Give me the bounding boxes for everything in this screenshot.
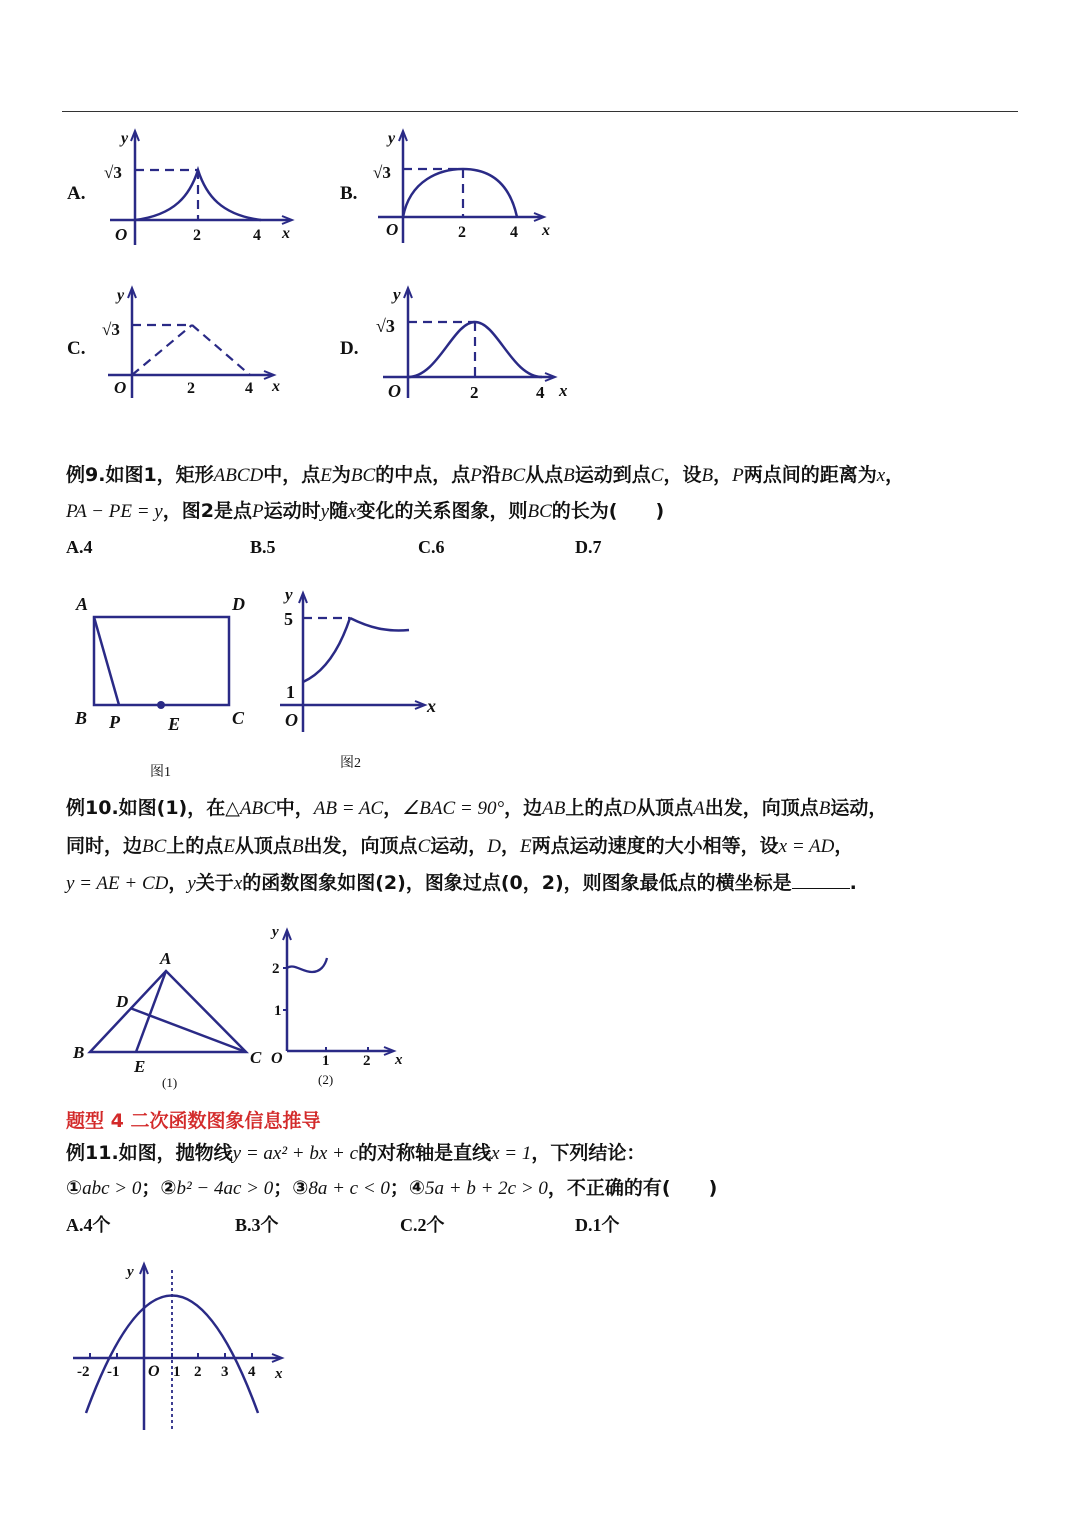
ex9-fig1-caption: 图1 — [150, 765, 171, 780]
option-b-origin: O — [386, 220, 399, 239]
ex9-figure-2 — [275, 580, 455, 740]
ex9-fig1-D: D — [232, 594, 245, 614]
ex9-fig1-P: P — [109, 712, 120, 732]
ex10-fig2-x1: 1 — [322, 1053, 330, 1069]
option-a-x: x — [282, 225, 290, 242]
ex11-tick-4: 4 — [248, 1364, 256, 1380]
ex10-fig1-E: E — [134, 1057, 146, 1076]
ex10-fig2-y: y — [272, 924, 279, 940]
ex9-fig1-C: C — [232, 708, 245, 728]
option-c-tick-2: 2 — [187, 380, 195, 397]
ex9-choice-d: D.7 — [575, 537, 602, 557]
option-b-tick-2: 2 — [458, 224, 466, 241]
ex10-fig2-caption: (2) — [318, 1072, 334, 1087]
ex9-fig2-1: 1 — [286, 682, 295, 702]
ex10-figure-2 — [262, 918, 422, 1073]
option-a-y: y — [121, 130, 129, 147]
option-c-graph — [100, 280, 300, 405]
option-c-sqrt3: √3 — [102, 320, 120, 339]
ex10-figure-1 — [68, 945, 278, 1095]
ex11-tick-1: 1 — [173, 1364, 181, 1380]
ex10-line-1: 例10.如图(1)，在△ABC中，AB = AC，∠BAC = 90°，边AB上的点D从顶点A出发，向顶点B运动， — [66, 797, 888, 819]
ex10-fig1-D: D — [116, 992, 129, 1011]
option-a-origin: O — [115, 225, 128, 244]
ex9-fig2-5: 5 — [284, 609, 293, 629]
option-b-x: x — [542, 222, 550, 239]
option-a-tick-4: 4 — [253, 227, 261, 244]
option-a-sqrt3: √3 — [104, 163, 122, 182]
ex11-choice-b: B.3个 — [235, 1215, 279, 1235]
ex9-line-2: PA − PE = y，图2是点P运动时y随x变化的关系图象，则BC的长为( ) — [66, 500, 665, 522]
ex9-choice-b: B.5 — [250, 537, 276, 557]
ex11-parabola-graph — [70, 1258, 300, 1438]
option-a-tick-2: 2 — [193, 227, 201, 244]
ex11-choice-a: A.4个 — [66, 1215, 111, 1235]
ex10-fig2-x: x — [395, 1052, 403, 1068]
option-b-graph — [370, 125, 580, 250]
ex10-fig2-O: O — [271, 1050, 283, 1067]
ex11-graph-O: O — [148, 1363, 160, 1380]
option-b-sqrt3: √3 — [373, 163, 391, 182]
ex11-choice-c: C.2个 — [400, 1215, 445, 1235]
ex9-fig1-A: A — [76, 594, 89, 614]
ex11-choice-d: D.1个 — [575, 1215, 620, 1235]
ex11-tick-neg1: -1 — [107, 1364, 120, 1380]
option-d-origin: O — [388, 381, 401, 401]
ex10-fig2-2: 2 — [272, 961, 280, 977]
ex9-choice-c: C.6 — [418, 537, 445, 557]
ex9-line-1: 例9.如图1，矩形ABCD中，点E为BC的中点，点P沿BC从点B运动到点C，设B，P两点间的距离为x， — [66, 464, 905, 486]
option-c-label: C. — [67, 338, 86, 359]
ex9-choice-a: A.4 — [66, 537, 93, 557]
option-a-graph — [100, 125, 310, 250]
option-c-x: x — [272, 378, 280, 395]
option-a-label: A. — [67, 183, 86, 204]
ex11-line-1: 例11.如图，抛物线y = ax² + bx + c的对称轴是直线x = 1，下列结论： — [66, 1142, 646, 1164]
option-d-x: x — [559, 381, 568, 400]
top-divider — [62, 111, 1018, 112]
ex11-graph-y: y — [127, 1264, 134, 1280]
option-c-y: y — [117, 287, 125, 304]
ex11-tick-2: 2 — [194, 1364, 202, 1380]
ex10-line-2: 同时，边BC上的点E从顶点B出发，向顶点C运动，D，E两点运动速度的大小相等，设x = AD， — [66, 835, 854, 857]
ex11-tick-neg2: -2 — [77, 1364, 90, 1380]
ex11-graph-x: x — [275, 1366, 283, 1382]
option-b-tick-4: 4 — [510, 224, 518, 241]
ex10-line-3: y = AE + CD，y关于x的函数图象如图(2)，图象过点(0，2)，则图象最低点的横坐标是 . — [66, 872, 857, 894]
ex10-fig2-1: 1 — [274, 1003, 282, 1019]
ex9-fig2-x: x — [427, 696, 436, 716]
ex9-figure-1 — [70, 590, 260, 740]
option-d-sqrt3: √3 — [376, 316, 395, 336]
option-d-label: D. — [340, 338, 359, 359]
ex9-fig1-E: E — [168, 714, 181, 734]
option-b-label: B. — [340, 183, 358, 204]
option-d-tick-4: 4 — [536, 383, 545, 402]
ex11-line-2: ①abc > 0；②b² − 4ac > 0；③8a + c < 0；④5a + b + 2c > 0，不正确的有( ) — [66, 1177, 718, 1199]
section-heading: 题型 4 二次函数图象信息推导 — [66, 1110, 321, 1132]
answer-blank[interactable] — [792, 874, 850, 889]
ex10-fig1-caption: (1) — [162, 1075, 178, 1090]
ex9-fig2-y: y — [285, 585, 293, 604]
option-b-y: y — [388, 130, 396, 147]
option-d-graph — [373, 280, 583, 405]
option-d-y: y — [393, 285, 401, 304]
option-d-tick-2: 2 — [470, 383, 479, 402]
ex9-fig1-B: B — [75, 708, 88, 728]
ex9-fig2-caption: 图2 — [340, 756, 361, 771]
option-c-origin: O — [114, 378, 127, 397]
option-c-tick-4: 4 — [245, 380, 253, 397]
ex10-fig2-x2: 2 — [363, 1053, 371, 1069]
ex11-tick-3: 3 — [221, 1364, 229, 1380]
ex10-fig1-A: A — [160, 949, 172, 968]
ex10-fig1-B: B — [73, 1043, 85, 1062]
ex10-fig1-C: C — [250, 1048, 262, 1067]
ex9-fig2-O: O — [285, 710, 298, 730]
